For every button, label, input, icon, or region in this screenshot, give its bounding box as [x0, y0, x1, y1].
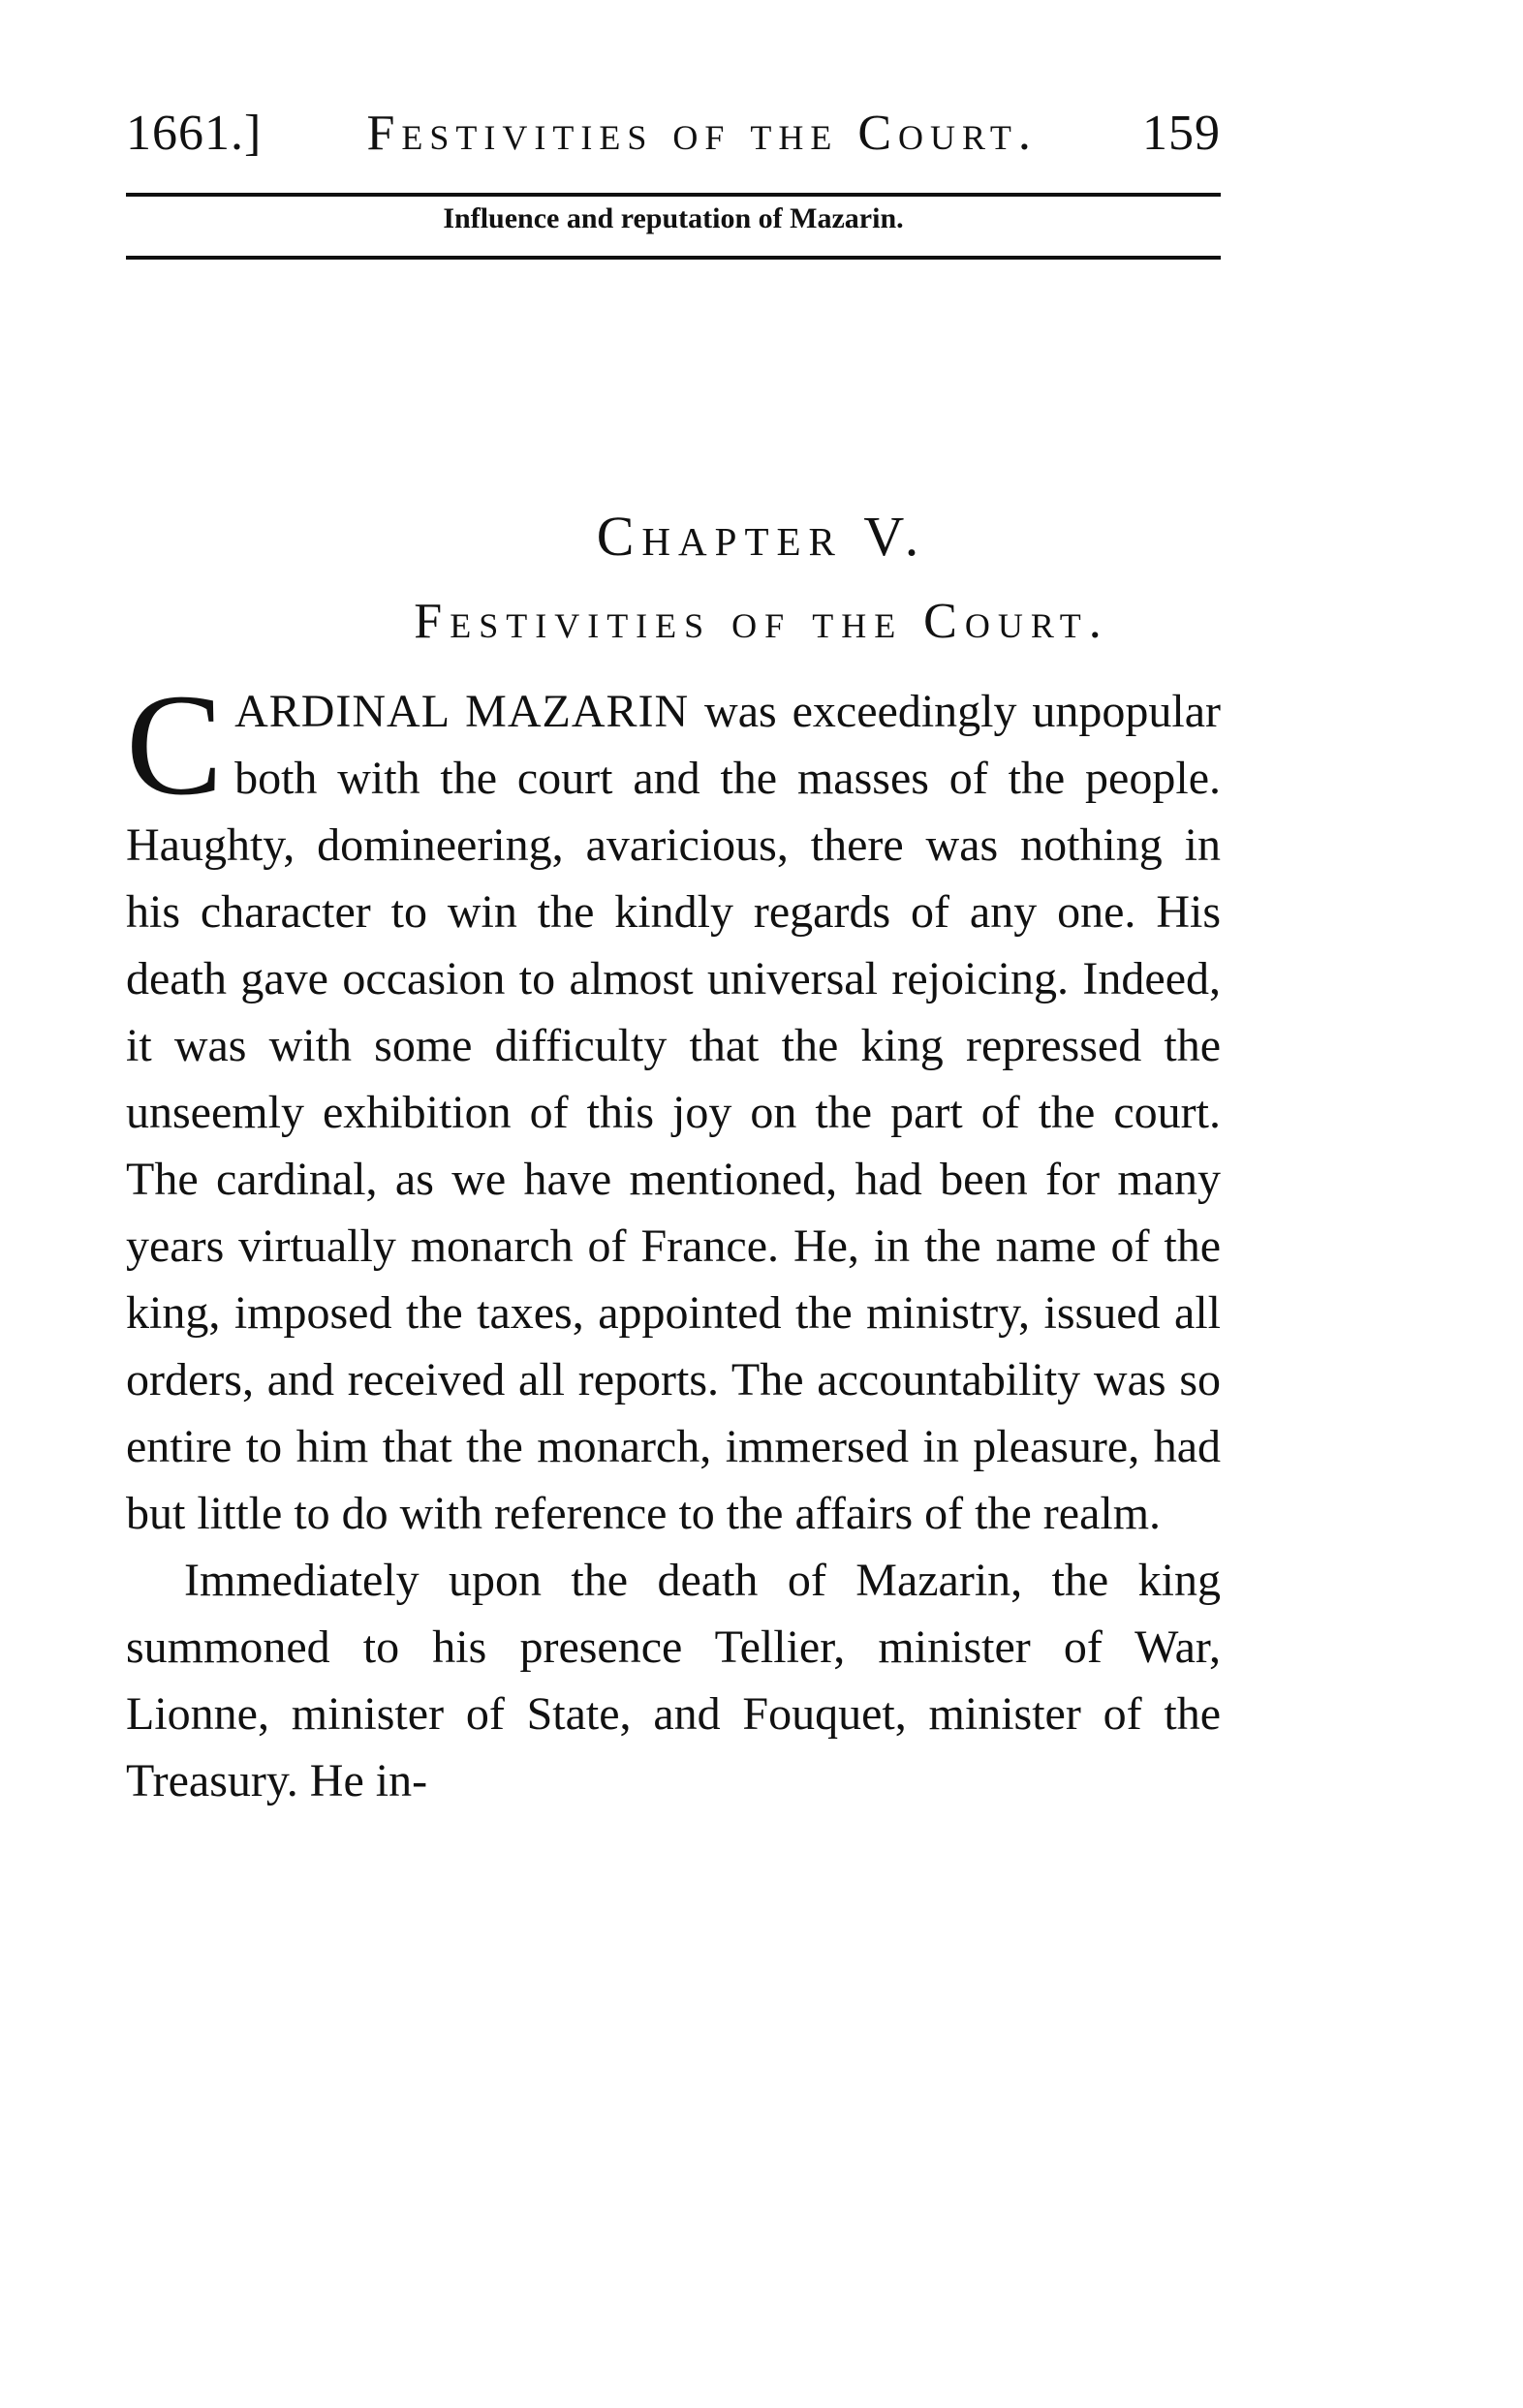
paragraph-1-text: was exceedingly unpopular both with the court and the masses of the people. Haughty, domineering, avaricious, there was nothing in his character to win the kindly regards of any one. His death gave occasion to almost universal rejoicing. Indeed, it was with some difficulty that the king repressed the unseemly exhibition of this joy on the part of the court. The cardinal, as we have mentioned, had been for many years virtually monarch of France. He, in the name of the king, imposed the taxes, appointed the ministry, issued all orders, and received all reports. The accountability was so entire to him that the monarch, immersed in pleasure, had but little to do with reference to the affairs of the realm. — [126, 686, 1222, 1539]
running-header — [126, 105, 1221, 162]
chapter-label: Chapter V. — [596, 505, 927, 568]
header-year: 1661.] — [126, 106, 263, 161]
header-rule-top — [126, 193, 1221, 197]
header-rule-bottom — [126, 256, 1221, 260]
drop-cap: C — [126, 664, 224, 825]
chapter-title: Festivities of the Court. — [414, 594, 1109, 649]
page-subheading: Influence and reputation of Mazarin. — [443, 202, 904, 234]
paragraph-2: Immediately upon the death of Mazarin, the king summoned to his presence Tellier, minister of War, Lionne, minister of State, and Fouquet, minister of the Treasury. He in- — [126, 1555, 1221, 1806]
opening-words: ARDINAL MAZARIN — [234, 686, 690, 737]
paragraph-1 — [126, 664, 1222, 1547]
page-number: 159 — [1141, 106, 1221, 161]
header-title: Festivities of the Court. — [366, 106, 1038, 161]
body-text — [126, 664, 1222, 1814]
